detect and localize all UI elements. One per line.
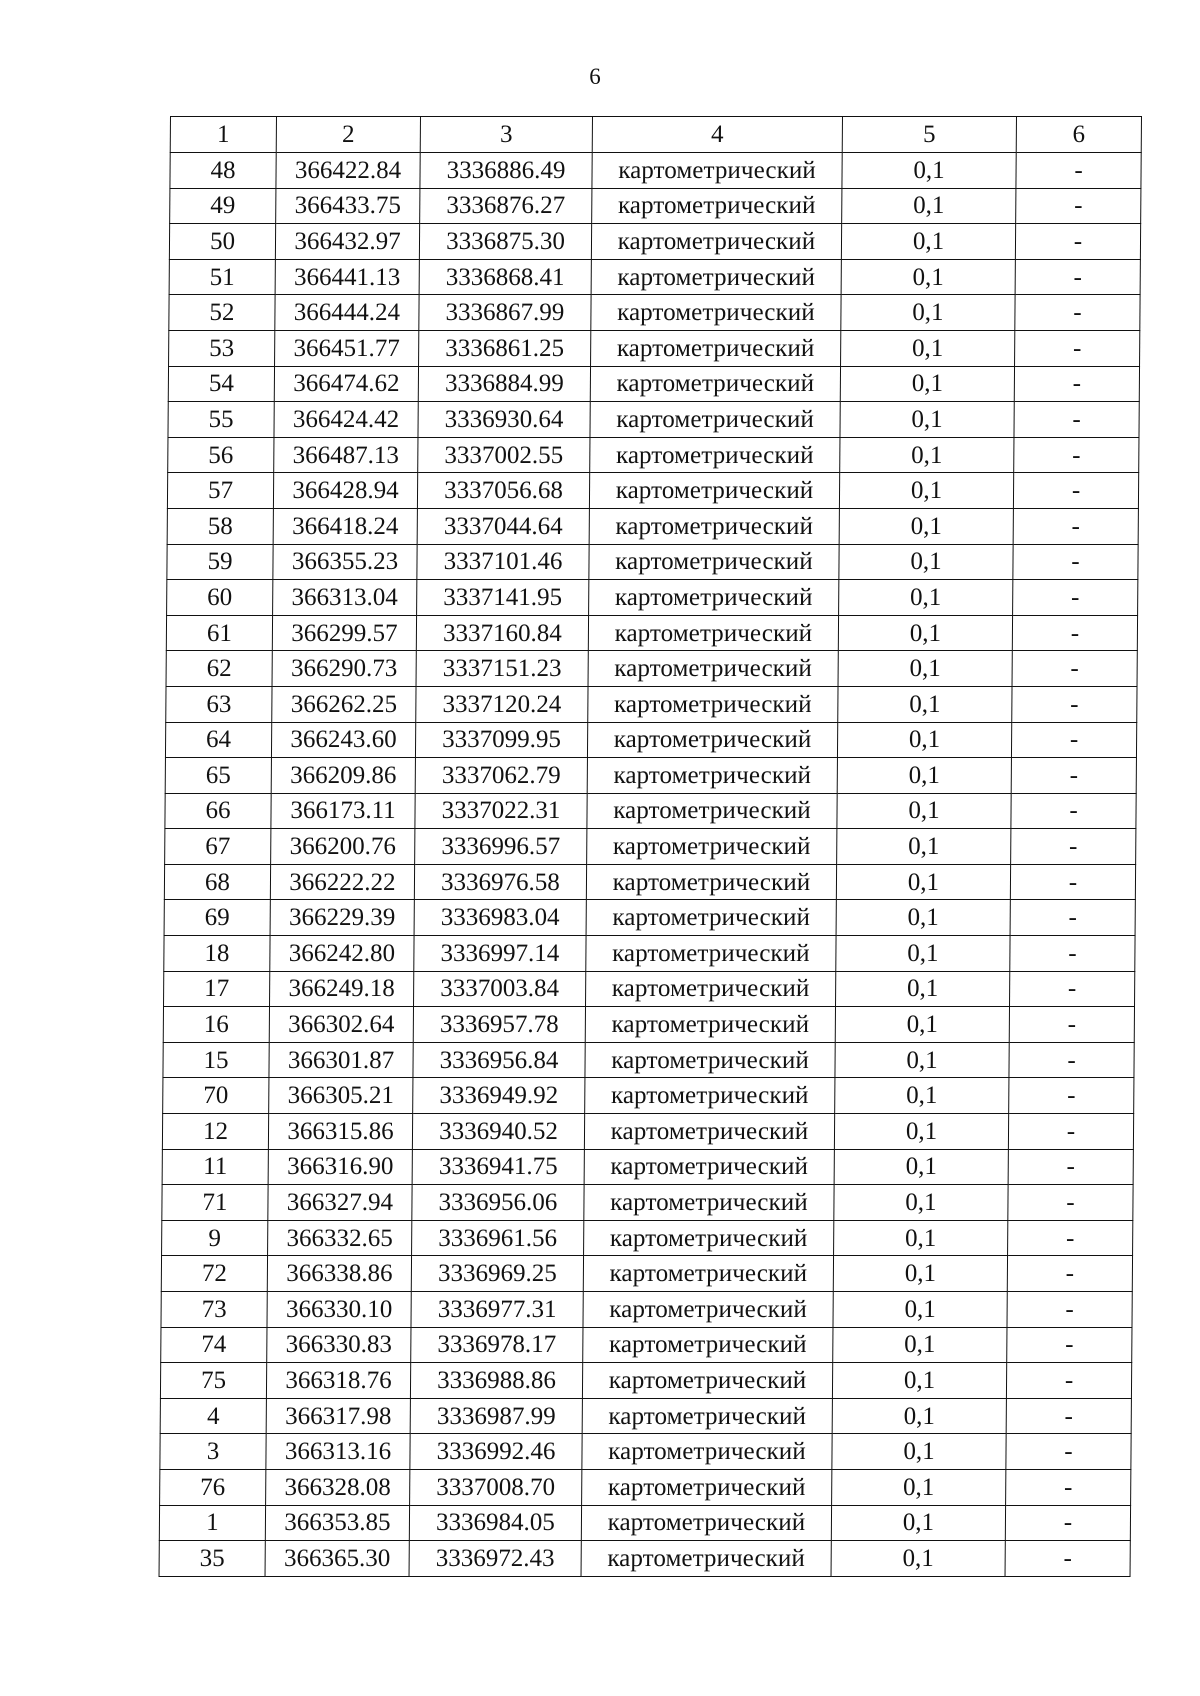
point-number-cell: 51: [169, 259, 275, 295]
accuracy-cell: 0,1: [839, 544, 1013, 580]
x-coordinate-cell: 366332.65: [268, 1220, 412, 1256]
point-number-cell: 60: [167, 580, 273, 616]
x-coordinate-cell: 366262.25: [272, 686, 416, 722]
method-cell: картометрический: [591, 224, 841, 260]
table-row: [160, 1363, 1131, 1399]
y-coordinate-cell: 3337062.79: [415, 758, 587, 794]
x-coordinate-cell: 366313.04: [273, 580, 417, 616]
y-coordinate-cell: 3336977.31: [411, 1292, 583, 1328]
note-cell: -: [1012, 615, 1137, 651]
x-coordinate-cell: 366290.73: [272, 651, 416, 687]
note-cell: -: [1015, 224, 1140, 260]
point-number-cell: 69: [164, 900, 270, 936]
note-cell: -: [1015, 295, 1140, 331]
x-coordinate-cell: 366173.11: [271, 793, 415, 829]
accuracy-cell: 0,1: [839, 580, 1013, 616]
x-coordinate-cell: 366424.42: [274, 402, 418, 438]
x-coordinate-cell: 366315.86: [268, 1114, 412, 1150]
note-cell: -: [1016, 153, 1141, 189]
method-cell: картометрический: [586, 936, 836, 972]
point-number-cell: 59: [167, 544, 273, 580]
x-coordinate-cell: 366318.76: [266, 1363, 410, 1399]
table-row: [167, 580, 1138, 616]
point-number-cell: 76: [160, 1469, 266, 1505]
note-cell: -: [1011, 758, 1136, 794]
point-number-cell: 52: [169, 295, 275, 331]
accuracy-cell: 0,1: [833, 1256, 1007, 1292]
x-coordinate-cell: 366432.97: [275, 224, 419, 260]
table-row: [169, 224, 1140, 260]
x-coordinate-cell: 366316.90: [268, 1149, 412, 1185]
point-number-cell: 62: [166, 651, 272, 687]
y-coordinate-cell: 3336961.56: [412, 1220, 584, 1256]
accuracy-cell: 0,1: [837, 793, 1011, 829]
column-header: 4: [592, 117, 842, 153]
method-cell: картометрический: [589, 473, 839, 509]
y-coordinate-cell: 3336972.43: [409, 1541, 581, 1577]
method-cell: картометрический: [582, 1434, 832, 1470]
y-coordinate-cell: 3336949.92: [413, 1078, 585, 1114]
column-header: 1: [170, 117, 276, 153]
method-cell: картометрический: [584, 1114, 834, 1150]
x-coordinate-cell: 366317.98: [266, 1398, 410, 1434]
note-cell: -: [1010, 900, 1135, 936]
x-coordinate-cell: 366242.80: [270, 936, 414, 972]
x-coordinate-cell: 366313.16: [266, 1434, 410, 1470]
x-coordinate-cell: 366418.24: [273, 508, 417, 544]
point-number-cell: 58: [167, 508, 273, 544]
accuracy-cell: 0,1: [832, 1363, 1006, 1399]
accuracy-cell: 0,1: [833, 1292, 1007, 1328]
x-coordinate-cell: 366305.21: [269, 1078, 413, 1114]
method-cell: картометрический: [588, 615, 838, 651]
y-coordinate-cell: 3337101.46: [417, 544, 589, 580]
accuracy-cell: 0,1: [836, 936, 1010, 972]
note-cell: -: [1014, 366, 1139, 402]
x-coordinate-cell: 366353.85: [265, 1505, 409, 1541]
table-row: [168, 437, 1139, 473]
x-coordinate-cell: 366327.94: [268, 1185, 412, 1221]
point-number-cell: 53: [169, 330, 275, 366]
accuracy-cell: 0,1: [838, 686, 1012, 722]
x-coordinate-cell: 366302.64: [269, 1007, 413, 1043]
method-cell: картометрический: [586, 900, 836, 936]
table-row: [167, 508, 1138, 544]
note-cell: -: [1008, 1149, 1133, 1185]
accuracy-cell: 0,1: [835, 1007, 1009, 1043]
accuracy-cell: 0,1: [842, 153, 1016, 189]
point-number-cell: 16: [163, 1007, 269, 1043]
table-row: [159, 1541, 1130, 1577]
method-cell: картометрический: [583, 1327, 833, 1363]
y-coordinate-cell: 3336940.52: [412, 1114, 584, 1150]
accuracy-cell: 0,1: [840, 402, 1014, 438]
x-coordinate-cell: 366330.10: [267, 1292, 411, 1328]
note-cell: -: [1011, 793, 1136, 829]
note-cell: -: [1006, 1398, 1131, 1434]
method-cell: картометрический: [589, 544, 839, 580]
y-coordinate-cell: 3336941.75: [412, 1149, 584, 1185]
y-coordinate-cell: 3337008.70: [410, 1469, 582, 1505]
table-row: [170, 188, 1141, 224]
table-row: [162, 1220, 1133, 1256]
method-cell: картометрический: [592, 153, 842, 189]
y-coordinate-cell: 3336868.41: [419, 259, 591, 295]
y-coordinate-cell: 3336886.49: [420, 153, 592, 189]
method-cell: картометрический: [581, 1505, 831, 1541]
point-number-cell: 9: [162, 1220, 268, 1256]
method-cell: картометрический: [584, 1185, 834, 1221]
x-coordinate-cell: 366209.86: [271, 758, 415, 794]
accuracy-cell: 0,1: [832, 1469, 1006, 1505]
table-row: [167, 473, 1138, 509]
accuracy-cell: 0,1: [839, 508, 1013, 544]
method-cell: картометрический: [592, 188, 842, 224]
table-row: [164, 936, 1135, 972]
x-coordinate-cell: 366487.13: [274, 437, 418, 473]
point-number-cell: 63: [166, 686, 272, 722]
point-number-cell: 61: [166, 615, 272, 651]
y-coordinate-cell: 3336988.86: [410, 1363, 582, 1399]
table-row: [160, 1398, 1131, 1434]
method-cell: картометрический: [582, 1363, 832, 1399]
note-cell: -: [1007, 1256, 1132, 1292]
accuracy-cell: 0,1: [838, 615, 1012, 651]
method-cell: картометрический: [587, 829, 837, 865]
method-cell: картометрический: [589, 580, 839, 616]
accuracy-cell: 0,1: [834, 1114, 1008, 1150]
accuracy-cell: 0,1: [834, 1185, 1008, 1221]
y-coordinate-cell: 3336984.05: [409, 1505, 581, 1541]
note-cell: -: [1005, 1505, 1130, 1541]
point-number-cell: 49: [170, 188, 276, 224]
note-cell: -: [1006, 1434, 1131, 1470]
point-number-cell: 57: [167, 473, 273, 509]
accuracy-cell: 0,1: [832, 1398, 1006, 1434]
table-row: [163, 1042, 1134, 1078]
accuracy-cell: 0,1: [841, 259, 1015, 295]
x-coordinate-cell: 366433.75: [276, 188, 420, 224]
x-coordinate-cell: 366243.60: [271, 722, 415, 758]
x-coordinate-cell: 366229.39: [270, 900, 414, 936]
method-cell: картометрический: [590, 366, 840, 402]
accuracy-cell: 0,1: [835, 1042, 1009, 1078]
table-row: [164, 864, 1135, 900]
y-coordinate-cell: 3337160.84: [416, 615, 588, 651]
x-coordinate-cell: 366301.87: [269, 1042, 413, 1078]
point-number-cell: 1: [159, 1505, 265, 1541]
table-row: [169, 259, 1140, 295]
table-row: [162, 1114, 1133, 1150]
point-number-cell: 17: [164, 971, 270, 1007]
page-number: 6: [589, 64, 601, 89]
note-cell: -: [1014, 437, 1139, 473]
x-coordinate-cell: 366441.13: [275, 259, 419, 295]
accuracy-cell: 0,1: [841, 295, 1015, 331]
table-row: [169, 295, 1140, 331]
point-number-cell: 11: [162, 1149, 268, 1185]
method-cell: картометрический: [586, 864, 836, 900]
note-cell: -: [1015, 259, 1140, 295]
table-row: [168, 402, 1139, 438]
y-coordinate-cell: 3336861.25: [419, 330, 591, 366]
point-number-cell: 50: [169, 224, 275, 260]
method-cell: картометрический: [590, 402, 840, 438]
accuracy-cell: 0,1: [834, 1220, 1008, 1256]
x-coordinate-cell: 366328.08: [266, 1469, 410, 1505]
note-cell: -: [1012, 651, 1137, 687]
note-cell: -: [1009, 1007, 1134, 1043]
table-row: [165, 722, 1136, 758]
accuracy-cell: 0,1: [841, 224, 1015, 260]
note-cell: -: [1006, 1363, 1131, 1399]
point-number-cell: 48: [170, 153, 276, 189]
y-coordinate-cell: 3337056.68: [417, 473, 589, 509]
accuracy-cell: 0,1: [832, 1434, 1006, 1470]
x-coordinate-cell: 366355.23: [273, 544, 417, 580]
note-cell: -: [1008, 1220, 1133, 1256]
coordinates-table: [159, 116, 1142, 1577]
table-row: [162, 1185, 1133, 1221]
y-coordinate-cell: 3336867.99: [419, 295, 591, 331]
accuracy-cell: 0,1: [831, 1541, 1005, 1577]
accuracy-cell: 0,1: [837, 758, 1011, 794]
point-number-cell: 68: [164, 864, 270, 900]
note-cell: -: [1016, 188, 1141, 224]
accuracy-cell: 0,1: [839, 473, 1013, 509]
y-coordinate-cell: 3336930.64: [418, 402, 590, 438]
column-header: 5: [842, 117, 1016, 153]
table-row: [159, 1505, 1130, 1541]
table-row: [168, 366, 1139, 402]
x-coordinate-cell: 366330.83: [267, 1327, 411, 1363]
table-row: [164, 900, 1135, 936]
x-coordinate-cell: 366444.24: [275, 295, 419, 331]
note-cell: -: [1013, 544, 1138, 580]
note-cell: -: [1011, 722, 1136, 758]
y-coordinate-cell: 3336969.25: [411, 1256, 583, 1292]
note-cell: -: [1013, 473, 1138, 509]
method-cell: картометрический: [583, 1292, 833, 1328]
accuracy-cell: 0,1: [840, 437, 1014, 473]
column-header: 3: [420, 117, 592, 153]
method-cell: картометрический: [584, 1149, 834, 1185]
x-coordinate-cell: 366338.86: [267, 1256, 411, 1292]
note-cell: -: [1009, 1042, 1134, 1078]
point-number-cell: 71: [162, 1185, 268, 1221]
method-cell: картометрический: [585, 1042, 835, 1078]
y-coordinate-cell: 3337002.55: [418, 437, 590, 473]
table-row: [164, 971, 1135, 1007]
point-number-cell: 66: [165, 793, 271, 829]
x-coordinate-cell: 366474.62: [274, 366, 418, 402]
accuracy-cell: 0,1: [837, 722, 1011, 758]
point-number-cell: 67: [165, 829, 271, 865]
point-number-cell: 56: [168, 437, 274, 473]
table-row: [161, 1292, 1132, 1328]
note-cell: -: [1008, 1114, 1133, 1150]
table-row: [170, 153, 1141, 189]
y-coordinate-cell: 3337151.23: [416, 651, 588, 687]
method-cell: картометрический: [584, 1220, 834, 1256]
method-cell: картометрический: [587, 722, 837, 758]
note-cell: -: [1011, 829, 1136, 865]
point-number-cell: 72: [161, 1256, 267, 1292]
x-coordinate-cell: 366365.30: [265, 1541, 409, 1577]
table-row: [161, 1256, 1132, 1292]
method-cell: картометрический: [587, 793, 837, 829]
note-cell: -: [1010, 936, 1135, 972]
accuracy-cell: 0,1: [831, 1505, 1005, 1541]
accuracy-cell: 0,1: [842, 188, 1016, 224]
point-number-cell: 70: [163, 1078, 269, 1114]
method-cell: картометрический: [583, 1256, 833, 1292]
y-coordinate-cell: 3336875.30: [419, 224, 591, 260]
accuracy-cell: 0,1: [836, 971, 1010, 1007]
y-coordinate-cell: 3336987.99: [410, 1398, 582, 1434]
y-coordinate-cell: 3336956.84: [413, 1042, 585, 1078]
point-number-cell: 73: [161, 1292, 267, 1328]
y-coordinate-cell: 3336976.58: [414, 864, 586, 900]
point-number-cell: 18: [164, 936, 270, 972]
accuracy-cell: 0,1: [836, 900, 1010, 936]
method-cell: картометрический: [590, 437, 840, 473]
accuracy-cell: 0,1: [834, 1149, 1008, 1185]
y-coordinate-cell: 3336997.14: [414, 936, 586, 972]
table-row: [166, 651, 1137, 687]
note-cell: -: [1006, 1469, 1131, 1505]
method-cell: картометрический: [582, 1398, 832, 1434]
note-cell: -: [1009, 1078, 1134, 1114]
method-cell: картометрический: [586, 971, 836, 1007]
accuracy-cell: 0,1: [841, 330, 1015, 366]
accuracy-cell: 0,1: [840, 366, 1014, 402]
method-cell: картометрический: [587, 758, 837, 794]
method-cell: картометрический: [591, 330, 841, 366]
note-cell: -: [1010, 864, 1135, 900]
point-number-cell: 12: [162, 1114, 268, 1150]
method-cell: картометрический: [589, 508, 839, 544]
accuracy-cell: 0,1: [835, 1078, 1009, 1114]
table-row: [163, 1078, 1134, 1114]
x-coordinate-cell: 366428.94: [273, 473, 417, 509]
y-coordinate-cell: 3336956.06: [412, 1185, 584, 1221]
table-row: [165, 829, 1136, 865]
y-coordinate-cell: 3337141.95: [417, 580, 589, 616]
note-cell: -: [1012, 686, 1137, 722]
y-coordinate-cell: 3337044.64: [417, 508, 589, 544]
accuracy-cell: 0,1: [837, 829, 1011, 865]
y-coordinate-cell: 3336957.78: [413, 1007, 585, 1043]
x-coordinate-cell: 366249.18: [270, 971, 414, 1007]
x-coordinate-cell: 366451.77: [275, 330, 419, 366]
y-coordinate-cell: 3336992.46: [410, 1434, 582, 1470]
column-header: 2: [276, 117, 420, 153]
y-coordinate-cell: 3337022.31: [415, 793, 587, 829]
point-number-cell: 15: [163, 1042, 269, 1078]
method-cell: картометрический: [585, 1007, 835, 1043]
method-cell: картометрический: [588, 651, 838, 687]
point-number-cell: 65: [165, 758, 271, 794]
point-number-cell: 54: [168, 366, 274, 402]
x-coordinate-cell: 366222.22: [270, 864, 414, 900]
y-coordinate-cell: 3337003.84: [414, 971, 586, 1007]
method-cell: картометрический: [581, 1541, 831, 1577]
point-number-cell: 35: [159, 1541, 265, 1577]
y-coordinate-cell: 3336884.99: [418, 366, 590, 402]
table-row: [169, 330, 1140, 366]
note-cell: -: [1015, 330, 1140, 366]
note-cell: -: [1007, 1292, 1132, 1328]
table-row: [162, 1149, 1133, 1185]
x-coordinate-cell: 366422.84: [276, 153, 420, 189]
note-cell: -: [1013, 580, 1138, 616]
y-coordinate-cell: 3337120.24: [416, 686, 588, 722]
y-coordinate-cell: 3336978.17: [411, 1327, 583, 1363]
table-row: [160, 1434, 1131, 1470]
y-coordinate-cell: 3336983.04: [414, 900, 586, 936]
y-coordinate-cell: 3336996.57: [415, 829, 587, 865]
y-coordinate-cell: 3337099.95: [415, 722, 587, 758]
method-cell: картометрический: [588, 686, 838, 722]
note-cell: -: [1007, 1327, 1132, 1363]
note-cell: -: [1014, 402, 1139, 438]
header-row: [170, 117, 1141, 153]
note-cell: -: [1010, 971, 1135, 1007]
table-row: [166, 615, 1137, 651]
point-number-cell: 55: [168, 402, 274, 438]
table-row: [165, 758, 1136, 794]
note-cell: -: [1008, 1185, 1133, 1221]
table-row: [160, 1469, 1131, 1505]
point-number-cell: 75: [160, 1363, 266, 1399]
x-coordinate-cell: 366200.76: [271, 829, 415, 865]
y-coordinate-cell: 3336876.27: [420, 188, 592, 224]
note-cell: -: [1013, 508, 1138, 544]
note-cell: -: [1005, 1541, 1130, 1577]
method-cell: картометрический: [591, 295, 841, 331]
point-number-cell: 4: [160, 1398, 266, 1434]
column-header: 6: [1016, 117, 1141, 153]
method-cell: картометрический: [591, 259, 841, 295]
x-coordinate-cell: 366299.57: [272, 615, 416, 651]
coordinates-table-body: [159, 117, 1141, 1577]
table-row: [161, 1327, 1132, 1363]
table-row: [163, 1007, 1134, 1043]
method-cell: картометрический: [585, 1078, 835, 1114]
point-number-cell: 74: [161, 1327, 267, 1363]
accuracy-cell: 0,1: [838, 651, 1012, 687]
accuracy-cell: 0,1: [833, 1327, 1007, 1363]
method-cell: картометрический: [582, 1469, 832, 1505]
table-row: [165, 793, 1136, 829]
table-row: [167, 544, 1138, 580]
table-row: [166, 686, 1137, 722]
accuracy-cell: 0,1: [836, 864, 1010, 900]
point-number-cell: 64: [165, 722, 271, 758]
point-number-cell: 3: [160, 1434, 266, 1470]
